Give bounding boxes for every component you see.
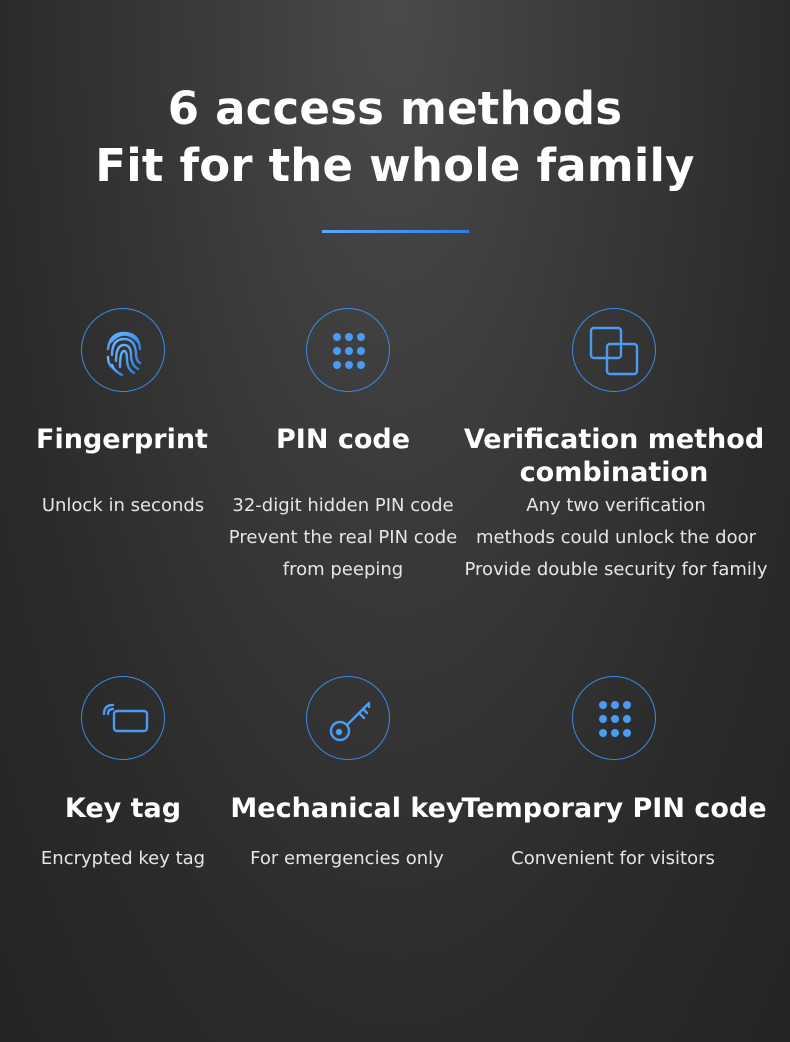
title-line: Verification method xyxy=(463,424,765,455)
feature-desc-pin-code xyxy=(229,490,457,586)
feature-desc-verification xyxy=(464,490,767,586)
feature-title-fingerprint: Fingerprint xyxy=(36,424,208,455)
key-tag-icon-circle xyxy=(81,676,165,760)
desc-line: methods could unlock the door xyxy=(475,527,757,548)
keypad-icon xyxy=(307,309,391,393)
desc-line: Provide double security for family xyxy=(464,559,768,580)
title-line-2: Fit for the whole family xyxy=(95,139,695,192)
desc-line: For emergencies only xyxy=(250,848,444,869)
feature-desc-mechanical-key xyxy=(250,843,444,875)
feature-desc-key-tag xyxy=(41,843,205,875)
desc-line: Encrypted key tag xyxy=(40,848,206,869)
feature-title-pin-code: PIN code xyxy=(275,424,411,455)
feature-title-key-tag: Key tag xyxy=(64,793,182,824)
title-line-1: 6 access methods xyxy=(167,82,623,135)
feature-title-temporary-pin: Temporary PIN code xyxy=(461,793,767,824)
key-icon xyxy=(307,677,391,761)
pin-code-icon-circle xyxy=(306,308,390,392)
desc-line: Any two verification xyxy=(526,495,706,516)
title-line: combination xyxy=(519,457,709,488)
fingerprint-icon xyxy=(82,309,166,393)
feature-desc-fingerprint xyxy=(42,490,204,522)
fingerprint-icon-circle xyxy=(81,308,165,392)
feature-title-verification xyxy=(464,423,764,489)
feature-title-mechanical-key: Mechanical key xyxy=(230,793,464,824)
title-divider xyxy=(322,230,469,233)
temporary-pin-icon-circle xyxy=(572,676,656,760)
overlapping-squares-icon xyxy=(573,309,657,393)
desc-line: Prevent the real PIN code xyxy=(228,527,458,548)
desc-line: from peeping xyxy=(282,559,404,580)
desc-line: Unlock in seconds xyxy=(41,495,205,516)
feature-desc-temporary-pin xyxy=(511,843,715,875)
keypad-icon xyxy=(573,677,657,761)
key-tag-icon xyxy=(82,677,166,761)
desc-line: Convenient for visitors xyxy=(511,848,715,869)
desc-line: 32-digit hidden PIN code xyxy=(232,495,454,516)
page-title xyxy=(0,80,790,194)
mechanical-key-icon-circle xyxy=(306,676,390,760)
verification-icon-circle xyxy=(572,308,656,392)
